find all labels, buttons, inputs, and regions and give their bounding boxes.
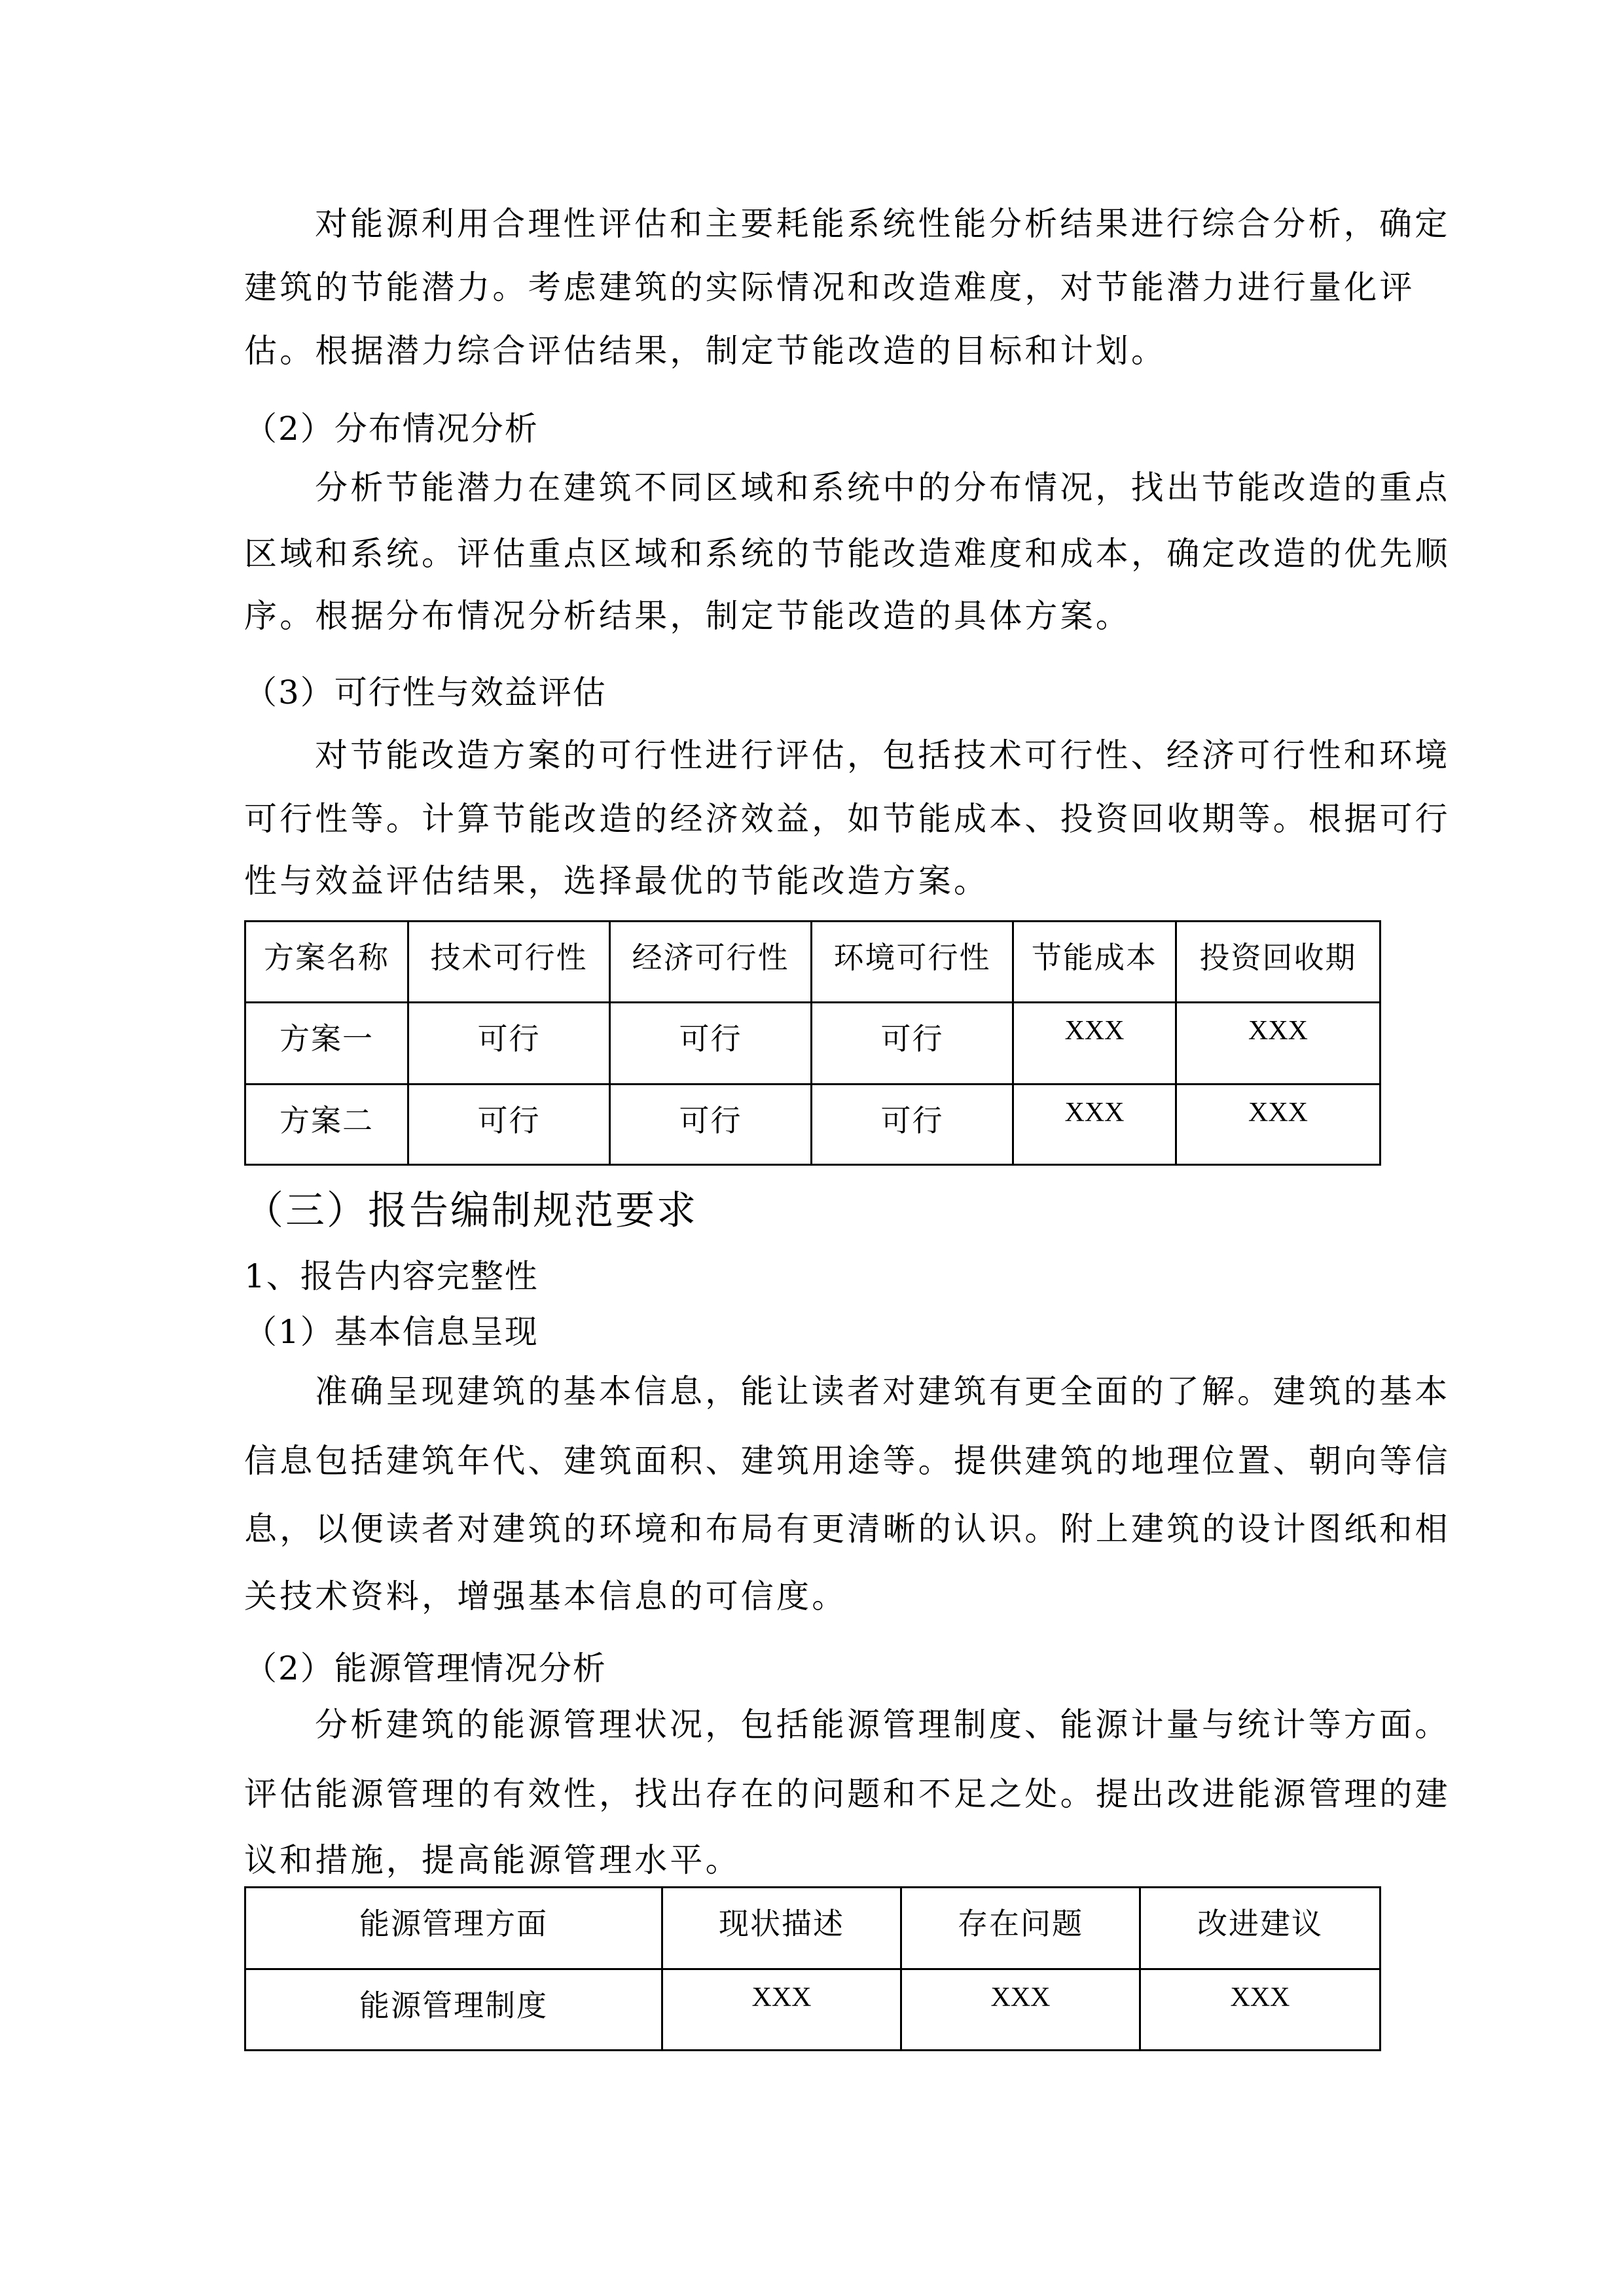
energy-management-table <box>244 1886 1381 2051</box>
section-heading: （三）报告编制规范要求 <box>244 1188 698 1234</box>
paragraph-line: 议和措施，提高能源管理水平。 <box>244 1841 741 1879</box>
table-cell: XXX <box>1140 1969 1380 2051</box>
table-cell: XXX <box>1013 1085 1176 1165</box>
table-cell: 能源管理制度 <box>245 1969 662 2051</box>
paragraph-line: 估。根据潜力综合评估结果，制定节能改造的目标和计划。 <box>244 332 1167 370</box>
table-cell: 可行 <box>610 1003 812 1085</box>
paragraph-line: 区域和系统。评估重点区域和系统的节能改造难度和成本，确定改造的优先顺 <box>244 535 1451 573</box>
table-header-cell: 投资回收期 <box>1176 922 1380 1003</box>
table-header-cell: 经济可行性 <box>610 922 812 1003</box>
table-cell: XXX <box>1176 1085 1380 1165</box>
paragraph-line: 序。根据分布情况分析结果，制定节能改造的具体方案。 <box>244 597 1131 635</box>
item-heading-energy-management: （2）能源管理情况分析 <box>244 1649 607 1687</box>
table-header-cell: 能源管理方面 <box>245 1888 662 1969</box>
table-cell: XXX <box>662 1969 901 2051</box>
feasibility-table <box>244 920 1381 1166</box>
table-header-cell: 现状描述 <box>662 1888 901 1969</box>
paragraph-line: 信息包括建筑年代、建筑面积、建筑用途等。提供建筑的地理位置、朝向等信 <box>244 1442 1451 1480</box>
table-header-cell: 方案名称 <box>245 922 408 1003</box>
table-header-cell: 存在问题 <box>901 1888 1140 1969</box>
paragraph-line: 分析节能潜力在建筑不同区域和系统中的分布情况，找出节能改造的重点 <box>315 469 1451 507</box>
table-cell: XXX <box>901 1969 1140 2051</box>
table-row <box>245 1969 1380 2051</box>
paragraph-line: 准确呈现建筑的基本信息，能让读者对建筑有更全面的了解。建筑的基本 <box>315 1372 1451 1410</box>
table-cell: XXX <box>1013 1003 1176 1085</box>
paragraph-line: 息，以便读者对建筑的环境和布局有更清晰的认识。附上建筑的设计图纸和相 <box>244 1510 1451 1548</box>
paragraph-line: 可行性等。计算节能改造的经济效益，如节能成本、投资回收期等。根据可行 <box>244 800 1451 838</box>
paragraph-line: 分析建筑的能源管理状况，包括能源管理制度、能源计量与统计等方面。 <box>315 1706 1451 1744</box>
paragraph-line: 关技术资料，增强基本信息的可信度。 <box>244 1577 848 1615</box>
subsection-heading: 1、报告内容完整性 <box>244 1257 539 1295</box>
table-header-row <box>245 1888 1380 1969</box>
paragraph-line: 评估能源管理的有效性，找出存在的问题和不足之处。提出改进能源管理的建 <box>244 1775 1451 1813</box>
table-header-cell: 技术可行性 <box>408 922 610 1003</box>
table-header-cell: 节能成本 <box>1013 922 1176 1003</box>
table-cell: XXX <box>1176 1003 1380 1085</box>
table-cell: 可行 <box>408 1003 610 1085</box>
table-cell: 方案二 <box>245 1085 408 1165</box>
table-cell: 可行 <box>610 1085 812 1165</box>
table-cell: 可行 <box>812 1003 1013 1085</box>
subheading-distribution-analysis: （2）分布情况分析 <box>244 410 539 448</box>
table-row <box>245 1085 1380 1165</box>
paragraph-line: 建筑的节能潜力。考虑建筑的实际情况和改造难度，对节能潜力进行量化评 <box>244 268 1415 306</box>
table-row <box>245 1003 1380 1085</box>
table-cell: 可行 <box>812 1085 1013 1165</box>
table-cell: 可行 <box>408 1085 610 1165</box>
paragraph-line: 对节能改造方案的可行性进行评估，包括技术可行性、经济可行性和环境 <box>315 736 1451 774</box>
table-cell: 方案一 <box>245 1003 408 1085</box>
paragraph-line: 性与效益评估结果，选择最优的节能改造方案。 <box>244 862 990 900</box>
subheading-feasibility-evaluation: （3）可行性与效益评估 <box>244 673 607 711</box>
table-header-cell: 改进建议 <box>1140 1888 1380 1969</box>
table-header-row <box>245 922 1380 1003</box>
item-heading-basic-info: （1）基本信息呈现 <box>244 1313 539 1351</box>
paragraph-line: 对能源利用合理性评估和主要耗能系统性能分析结果进行综合分析，确定 <box>315 205 1451 243</box>
table-header-cell: 环境可行性 <box>812 922 1013 1003</box>
